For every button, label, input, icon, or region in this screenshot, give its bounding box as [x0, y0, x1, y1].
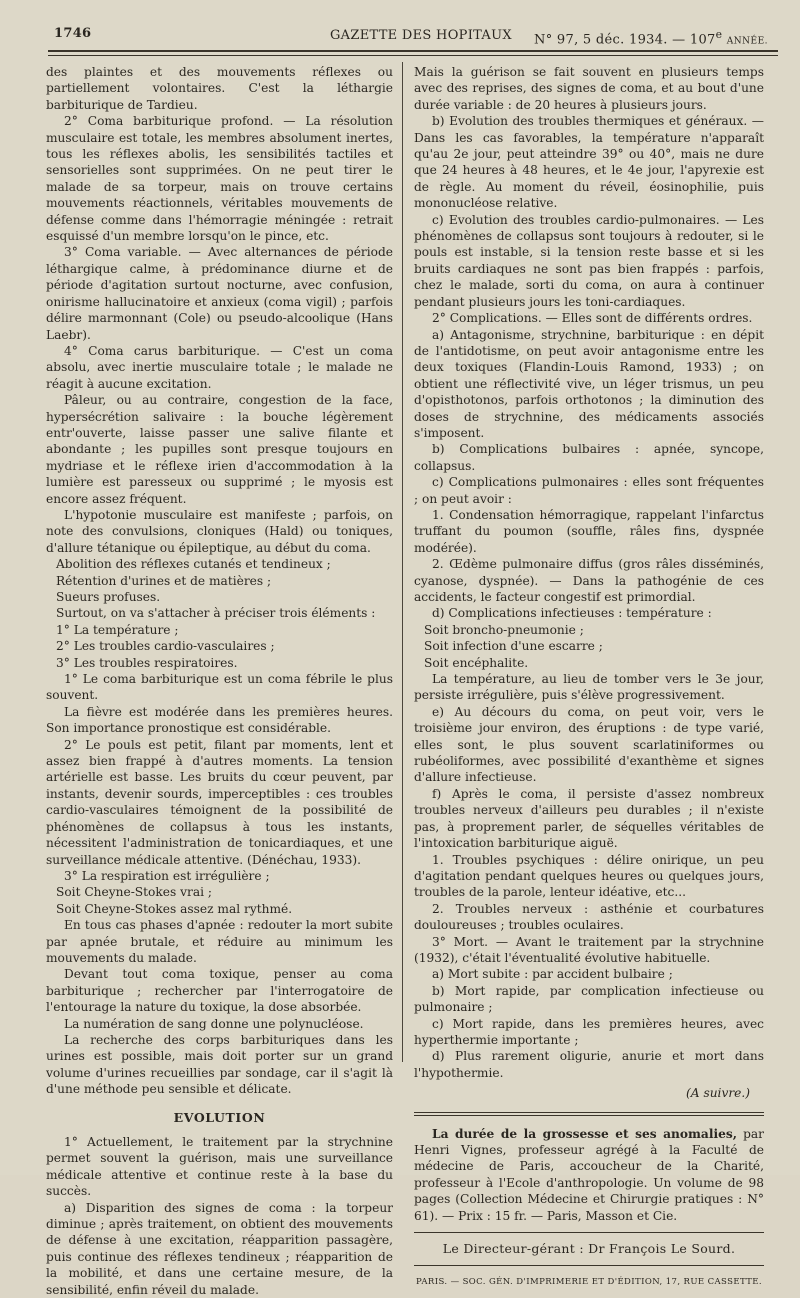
paragraph: e) Au décours du coma, on peut voir, vers le troisième jour environ, des éruptions : de type varié, elles sont, le plus souvent scarlatiniformes ou rubéoliformes, avec possibilité d'exanthème et signes d'allure infectieuse. — [414, 704, 764, 785]
page-header — [48, 26, 768, 50]
paragraph: 4° Coma carus barbiturique. — C'est un coma absolu, avec inertie musculaire totale ; le malade ne réagit à aucune excitation. — [46, 343, 393, 391]
paragraph: 1° Actuellement, le traitement par la strychnine permet souvent la guérison, mais une surveillance médicale attentive et continue reste à la base du succès. — [46, 1135, 393, 1199]
list-item: Soit Cheyne-Stokes vrai ; — [56, 885, 212, 900]
paragraph: b) Mort rapide, par complication infectieuse ou pulmonaire ; — [414, 983, 764, 1015]
director-rule — [414, 1265, 764, 1266]
paragraph: c) Complications pulmonaires : elles sont fréquentes ; on peut avoir : — [414, 475, 764, 506]
paragraph: La recherche des corps barbituriques dans les urines est possible, mais doit porter sur un grand volume d'urines recueillies par sondage, car il s'agit là d'une méthode peu sensible et délicate. — [46, 1032, 393, 1097]
paragraph: 1. Condensation hémorragique, rappelant l'infarctus truffant du poumon (souffle, râles fins, dyspnée modérée). — [414, 507, 764, 555]
list-item: Soit Cheyne-Stokes assez mal rythmé. — [56, 901, 293, 916]
list-item: Rétention d'urines et de matières ; — [56, 573, 272, 588]
paragraph: 2° Complications. — Elles sont de différents ordres. — [432, 311, 753, 326]
list-item: 2° Les troubles cardio-vasculaires ; — [56, 639, 275, 654]
paragraph: Devant tout coma toxique, penser au coma barbiturique ; rechercher par l'interrogatoire de l'entourage la nature du toxique, la dose absorbée. — [46, 967, 393, 1015]
paragraph: 1° Le coma barbiturique est un coma fébrile le plus souvent. — [46, 672, 393, 703]
paragraph: b) Complications bulbaires : apnée, syncope, collapsus. — [414, 442, 764, 473]
to-be-continued: (A suivre.) — [686, 1086, 750, 1101]
paragraph: a) Mort subite : par accident bulbaire ; — [432, 967, 673, 982]
paragraph: d) Complications infectieuses : température : — [432, 606, 712, 621]
book-body: par Henri Vignes, professeur agrégé à la Faculté de médecine de Paris, accoucheur de la Charité, professeur à l'Ecole d'anthropologie. Un volume de 98 pages (Collection Médecine et Chirurgie pratiques : N° 61). — Prix : 15 fr. — Paris, Masson et Cie. — [414, 1126, 764, 1223]
list-item: Surtout, on va s'attacher à préciser trois éléments : — [56, 606, 376, 621]
issue-sup: e — [715, 28, 723, 41]
list-item: 1° La température ; — [56, 622, 179, 637]
paragraph: 2° Le pouls est petit, filant par moments, lent et assez bien frappé à d'autres moments. La tension artérielle est basse. Les bruits du cœur peuvent, par instants, devenir sourds, imperceptibles : ces troubles cardio-vasculaires témoignent de la possibilité de phénomènes de collapsus à tous les instants, nécessitent l'administration de tonicardiaques, et une surveillance médicale attentive. (Dénéchau, 1933). — [46, 737, 393, 867]
paragraph: 3° Coma variable. — Avec alternances de période léthargique calme, à prédominance diurne et de période d'agitation surtout nocturne, avec confusion, onirisme hallucinatoire et anxieux (coma vigil) ; parfois délire marmonnant (Cole) ou pseudo-alcoolique (Hans Laebr). — [46, 245, 393, 342]
paragraph: 3° Mort. — Avant le traitement par la strychnine (1932), c'était l'éventualité évolutive habituelle. — [414, 934, 764, 965]
paragraph: a) Disparition des signes de coma : la torpeur diminue ; après traitement, on obtient des mouvements de défense à une excitation, réapparition passagère, puis continue des réflexes tendineux ; réapparition de la mobilité, et dans une certaine mesure, de la sensibilité, enfin réveil du malade. — [46, 1200, 393, 1297]
section-heading: EVOLUTION — [173, 1109, 266, 1125]
paragraph: Mais la guérison se fait souvent en plusieurs temps avec des reprises, des signes de coma, et au bout d'une durée variable : de 20 heures à plusieurs jours. — [414, 65, 764, 112]
paragraph: 2. Troubles nerveux : asthénie et courbatures douloureuses ; troubles oculaires. — [414, 901, 764, 933]
paragraph: c) Mort rapide, dans les premières heures, avec hyperthermie importante ; — [414, 1016, 764, 1047]
paragraph: L'hypotonie musculaire est manifeste ; parfois, on note des convulsions, cloniques (Hald) ou toniques, d'allure tétanique ou épileptique, au début du coma. — [46, 507, 393, 555]
paragraph: b) Evolution des troubles thermiques et généraux. — Dans les cas favorables, la température n'apparaît qu'au 2e jour, peut atteindre 39° ou 40°, mais ne dure que 24 heures à 48 heures, et le 4e jour, l'apyrexie est de règle. Au moment du réveil, éosinophilie, puis mononucléose relative. — [414, 114, 764, 211]
book-title: La durée de la grossesse et ses anomalies, — [432, 1126, 737, 1141]
paragraph: d) Plus rarement oligurie, anurie et mort dans l'hypothermie. — [414, 1049, 764, 1080]
journal-title: GAZETTE DES HOPITAUX — [330, 28, 512, 43]
paragraph: 2. Œdème pulmonaire diffus (gros râles disséminés, cyanose, dyspnée). — Dans la pathogénie de ces accidents, le facteur congestif est primordial. — [414, 557, 764, 604]
paragraph: c) Evolution des troubles cardio-pulmonaires. — Les phénomènes de collapsus sont toujours à redouter, si le pouls est instable, si la tension reste basse et si les bruits cardiaques ne sont pas bien frappés : parfois, chez le malade, sorti du coma, on aura à continuer pendant plusieurs jours les toni-cardiaques. — [414, 212, 764, 309]
column-divider — [402, 62, 403, 1062]
paragraph: En tous cas phases d'apnée : redouter la mort subite par apnée brutale, et réduire au minimum les mouvements du malade. — [46, 918, 393, 965]
left-column — [46, 64, 393, 1298]
page-number: 1746 — [54, 26, 92, 41]
list-item: Soit encéphalite. — [424, 655, 529, 670]
list-item: Abolition des réflexes cutanés et tendineux ; — [56, 557, 331, 572]
paragraph: des plaintes et des mouvements réflexes ou partiellement volontaires. C'est la léthargie barbiturique de Tardieu. — [46, 65, 393, 112]
director-line: Le Directeur-gérant : Dr François Le Sourd. — [442, 1241, 736, 1257]
list-item: Soit infection d'une escarre ; — [424, 639, 603, 654]
notice-rule — [414, 1232, 764, 1233]
paragraph: 3° La respiration est irrégulière ; — [64, 868, 270, 883]
list-item: Sueurs profuses. — [56, 590, 161, 604]
paragraph: La numération de sang donne une polynucléose. — [64, 1016, 364, 1031]
list-item: 3° Les troubles respiratoires. — [56, 655, 238, 670]
paragraph: f) Après le coma, il persiste d'assez nombreux troubles nerveux d'ailleurs peu durables ; il n'existe pas, à proprement parler, de séquelles véritables de l'intoxication barbiturique aiguë. — [414, 786, 764, 851]
issue-info — [534, 28, 768, 47]
paragraph: 1. Troubles psychiques : délire onirique, un peu d'agitation pendant quelques heures ou quelques jours, troubles de la parole, lenteur idéative, etc... — [414, 852, 764, 900]
imprint-line: PARIS. — SOC. GÉN. D'IMPRIMERIE ET D'ÉDITION, 17, RUE CASSETTE. — [416, 1277, 762, 1288]
paragraph: Pâleur, ou au contraire, congestion de la face, hypersécrétion salivaire : la bouche légèrement entr'ouverte, laisse passer une salive filante et abondante ; les pupilles sont presque toujours en mydriase et le réflexe irien d'accommodation à la lumière est paresseux ou supprimé ; le myosis est encore assez fréquent. — [46, 393, 393, 506]
issue-suffix: ANNÉE. — [726, 36, 768, 47]
paragraph: La fièvre est modérée dans les premières heures. Son importance pronostique est considérable. — [46, 704, 393, 736]
issue-text: N° 97, 5 déc. 1934. — 107 — [534, 32, 716, 48]
header-rule — [48, 50, 778, 56]
right-column — [414, 64, 764, 1291]
paragraph: 2° Coma barbiturique profond. — La résolution musculaire est totale, les membres absolument inertes, tous les réflexes abolis, les sensibilités tactiles et sensorielles sont supprimées. On ne peut tirer le malade de sa torpeur, mais on trouve certains mouvements réactionnels, véritables mouvements de défense comme dans l'hémorragie méningée : retrait esquissé d'un membre lorsqu'on le pince, etc. — [46, 114, 393, 244]
list-item: Soit broncho-pneumonie ; — [424, 622, 584, 637]
paragraph: a) Antagonisme, strychnine, barbiturique : en dépit de l'antidotisme, on peut avoir antagonisme entre les deux toxiques (Flandin-Louis Ramond, 1933) ; on obtient une réflectivité vive, un léger trismus, un peu d'opisthotonos, parfois orthotonos ; la diminution des doses de strychnine, des médicaments associés s'imposent. — [414, 327, 764, 440]
section-rule — [414, 1112, 764, 1116]
paragraph: La température, au lieu de tomber vers le 3e jour, persiste irrégulière, puis s'élève progressivement. — [414, 672, 764, 703]
